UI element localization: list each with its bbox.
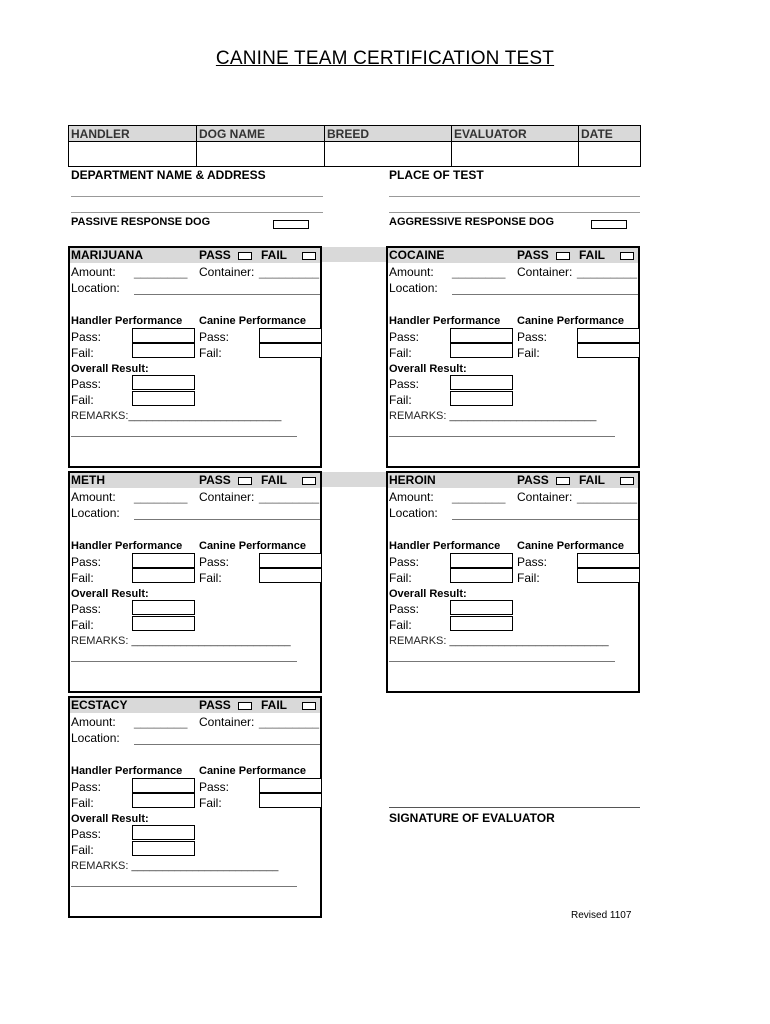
- fail-checkbox[interactable]: [620, 477, 634, 485]
- container-input[interactable]: _________: [577, 265, 638, 279]
- handler-fail-label: Fail:: [389, 346, 412, 360]
- canine-pass-box[interactable]: [259, 553, 322, 568]
- pass-label: PASS: [517, 248, 549, 262]
- pass-checkbox[interactable]: [238, 252, 252, 260]
- revision-text: Revised 1107: [571, 910, 632, 921]
- place-line-2[interactable]: [389, 212, 640, 213]
- overall-fail-label: Fail:: [71, 618, 94, 632]
- handler-fail-label: Fail:: [389, 571, 412, 585]
- handler-pass-label: Pass:: [389, 555, 420, 569]
- pass-label: PASS: [199, 473, 231, 487]
- overall-pass-box[interactable]: [450, 375, 513, 390]
- canine-fail-label: Fail:: [199, 796, 222, 810]
- handler-pass-box[interactable]: [132, 328, 195, 343]
- amount-input[interactable]: ________: [452, 490, 506, 504]
- aggressive-checkbox[interactable]: [591, 220, 627, 229]
- handler-fail-label: Fail:: [71, 796, 94, 810]
- date-field[interactable]: [579, 126, 640, 166]
- pass-checkbox[interactable]: [556, 477, 570, 485]
- canine-fail-box[interactable]: [577, 343, 640, 358]
- fail-checkbox[interactable]: [620, 252, 634, 260]
- canine-performance-label: Canine Performance: [517, 315, 624, 327]
- handler-pass-box[interactable]: [132, 778, 195, 793]
- fail-label: FAIL: [261, 248, 287, 262]
- canine-pass-box[interactable]: [577, 553, 640, 568]
- remarks-field[interactable]: REMARKS: ________________________: [389, 410, 597, 422]
- container-input[interactable]: _________: [577, 490, 638, 504]
- overall-pass-box[interactable]: [132, 600, 195, 615]
- fail-label: FAIL: [579, 473, 605, 487]
- evaluator-label: EVALUATOR: [452, 126, 578, 142]
- section-title: HEROIN: [389, 473, 436, 487]
- canine-pass-label: Pass:: [517, 555, 548, 569]
- canine-performance-label: Canine Performance: [517, 540, 624, 552]
- overall-result-label: Overall Result:: [71, 813, 149, 825]
- amount-label: Amount:: [71, 490, 116, 504]
- canine-fail-label: Fail:: [199, 346, 222, 360]
- overall-fail-box[interactable]: [132, 391, 195, 406]
- passive-checkbox[interactable]: [273, 220, 309, 229]
- overall-pass-box[interactable]: [450, 600, 513, 615]
- canine-fail-box[interactable]: [259, 568, 322, 583]
- remarks-line[interactable]: [389, 436, 615, 437]
- overall-pass-box[interactable]: [132, 825, 195, 840]
- container-input[interactable]: _________: [259, 265, 320, 279]
- canine-fail-label: Fail:: [199, 571, 222, 585]
- location-input[interactable]: [452, 294, 638, 295]
- dog-name-field[interactable]: [197, 126, 325, 166]
- handler-field[interactable]: [69, 126, 197, 166]
- handler-performance-label: Handler Performance: [71, 315, 183, 327]
- dog-name-label: DOG NAME: [197, 126, 324, 142]
- location-input[interactable]: [134, 294, 320, 295]
- overall-pass-label: Pass:: [71, 827, 102, 841]
- page-title: CANINE TEAM CERTIFICATION TEST: [215, 48, 555, 69]
- canine-fail-box[interactable]: [577, 568, 640, 583]
- canine-fail-box[interactable]: [259, 343, 322, 358]
- handler-pass-box[interactable]: [450, 553, 513, 568]
- canine-pass-label: Pass:: [199, 330, 230, 344]
- container-input[interactable]: _________: [259, 715, 320, 729]
- pass-checkbox[interactable]: [238, 702, 252, 710]
- amount-input[interactable]: ________: [134, 490, 188, 504]
- overall-pass-box[interactable]: [132, 375, 195, 390]
- amount-label: Amount:: [71, 265, 116, 279]
- row-band-2: [322, 472, 388, 487]
- container-label: Container:: [199, 265, 255, 279]
- location-input[interactable]: [134, 744, 320, 745]
- fail-label: FAIL: [261, 698, 287, 712]
- amount-input[interactable]: ________: [134, 715, 188, 729]
- overall-pass-label: Pass:: [389, 602, 420, 616]
- ecstacy-section: [68, 696, 322, 918]
- handler-fail-label: Fail:: [71, 346, 94, 360]
- canine-pass-label: Pass:: [517, 330, 548, 344]
- remarks-field[interactable]: REMARKS: ________________________: [71, 860, 279, 872]
- overall-fail-label: Fail:: [389, 393, 412, 407]
- section-title: COCAINE: [389, 248, 445, 262]
- handler-performance-label: Handler Performance: [389, 540, 501, 552]
- place-line-1[interactable]: [389, 196, 640, 197]
- canine-pass-box[interactable]: [259, 328, 322, 343]
- overall-pass-label: Pass:: [71, 602, 102, 616]
- handler-pass-box[interactable]: [450, 328, 513, 343]
- handler-performance-label: Handler Performance: [71, 540, 183, 552]
- amount-input[interactable]: ________: [134, 265, 188, 279]
- canine-performance-label: Canine Performance: [199, 765, 306, 777]
- canine-pass-box[interactable]: [259, 778, 322, 793]
- handler-fail-label: Fail:: [71, 571, 94, 585]
- remarks-line[interactable]: [71, 886, 297, 887]
- signature-line[interactable]: [389, 807, 640, 808]
- pass-checkbox[interactable]: [556, 252, 570, 260]
- canine-fail-label: Fail:: [517, 346, 540, 360]
- amount-label: Amount:: [389, 265, 434, 279]
- pass-label: PASS: [517, 473, 549, 487]
- fail-label: FAIL: [579, 248, 605, 262]
- location-label: Location:: [71, 506, 120, 520]
- header-table: [68, 125, 641, 167]
- department-line-1[interactable]: [71, 196, 323, 197]
- canine-pass-label: Pass:: [199, 555, 230, 569]
- pass-label: PASS: [199, 248, 231, 262]
- section-title: MARIJUANA: [71, 248, 143, 262]
- marijuana-section: [68, 246, 322, 468]
- overall-fail-box[interactable]: [450, 616, 513, 631]
- container-label: Container:: [199, 490, 255, 504]
- remarks-line[interactable]: [71, 436, 297, 437]
- fail-checkbox[interactable]: [302, 252, 316, 260]
- location-label: Location:: [71, 731, 120, 745]
- overall-pass-label: Pass:: [389, 377, 420, 391]
- canine-fail-label: Fail:: [517, 571, 540, 585]
- handler-pass-box[interactable]: [132, 553, 195, 568]
- pass-label: PASS: [199, 698, 231, 712]
- overall-fail-label: Fail:: [71, 393, 94, 407]
- signature-label: SIGNATURE OF EVALUATOR: [389, 811, 555, 825]
- passive-label: PASSIVE RESPONSE DOG: [71, 216, 211, 228]
- canine-performance-label: Canine Performance: [199, 540, 306, 552]
- handler-fail-box[interactable]: [450, 568, 513, 583]
- heroin-section: [386, 471, 640, 693]
- canine-pass-box[interactable]: [577, 328, 640, 343]
- place-label: PLACE OF TEST: [389, 168, 484, 182]
- remarks-field[interactable]: REMARKS:_________________________: [71, 410, 282, 422]
- remarks-line[interactable]: [71, 661, 297, 662]
- container-input[interactable]: _________: [259, 490, 320, 504]
- overall-result-label: Overall Result:: [389, 588, 467, 600]
- remarks-field[interactable]: REMARKS: __________________________: [389, 635, 609, 647]
- overall-fail-label: Fail:: [389, 618, 412, 632]
- overall-fail-box[interactable]: [132, 616, 195, 631]
- remarks-line[interactable]: [389, 661, 615, 662]
- row-band-1: [322, 247, 388, 262]
- overall-fail-box[interactable]: [450, 391, 513, 406]
- handler-fail-box[interactable]: [132, 568, 195, 583]
- breed-label: BREED: [325, 126, 451, 142]
- amount-input[interactable]: ________: [452, 265, 506, 279]
- canine-fail-box[interactable]: [259, 793, 322, 808]
- location-input[interactable]: [134, 519, 320, 520]
- handler-pass-label: Pass:: [71, 330, 102, 344]
- location-label: Location:: [389, 281, 438, 295]
- evaluator-field[interactable]: [452, 126, 579, 166]
- location-input[interactable]: [452, 519, 638, 520]
- cocaine-section: [386, 246, 640, 468]
- location-label: Location:: [71, 281, 120, 295]
- section-title: METH: [71, 473, 105, 487]
- handler-fail-box[interactable]: [132, 793, 195, 808]
- overall-result-label: Overall Result:: [71, 363, 149, 375]
- container-label: Container:: [199, 715, 255, 729]
- handler-performance-label: Handler Performance: [389, 315, 501, 327]
- section-title: ECSTACY: [71, 698, 128, 712]
- fail-checkbox[interactable]: [302, 702, 316, 710]
- breed-field[interactable]: [325, 126, 452, 166]
- overall-fail-box[interactable]: [132, 841, 195, 856]
- aggressive-label: AGGRESSIVE RESPONSE DOG: [389, 216, 555, 228]
- overall-pass-label: Pass:: [71, 377, 102, 391]
- canine-pass-label: Pass:: [199, 780, 230, 794]
- overall-result-label: Overall Result:: [389, 363, 467, 375]
- handler-fail-box[interactable]: [450, 343, 513, 358]
- handler-pass-label: Pass:: [389, 330, 420, 344]
- fail-label: FAIL: [261, 473, 287, 487]
- meth-section: [68, 471, 322, 693]
- handler-performance-label: Handler Performance: [71, 765, 183, 777]
- overall-fail-label: Fail:: [71, 843, 94, 857]
- location-label: Location:: [389, 506, 438, 520]
- handler-label: HANDLER: [69, 126, 196, 142]
- container-label: Container:: [517, 490, 573, 504]
- overall-result-label: Overall Result:: [71, 588, 149, 600]
- date-label: DATE: [579, 126, 640, 142]
- container-label: Container:: [517, 265, 573, 279]
- canine-performance-label: Canine Performance: [199, 315, 306, 327]
- department-line-2[interactable]: [71, 212, 323, 213]
- pass-checkbox[interactable]: [238, 477, 252, 485]
- amount-label: Amount:: [389, 490, 434, 504]
- remarks-field[interactable]: REMARKS: __________________________: [71, 635, 291, 647]
- handler-pass-label: Pass:: [71, 555, 102, 569]
- amount-label: Amount:: [71, 715, 116, 729]
- handler-fail-box[interactable]: [132, 343, 195, 358]
- department-label: DEPARTMENT NAME & ADDRESS: [71, 168, 266, 182]
- fail-checkbox[interactable]: [302, 477, 316, 485]
- handler-pass-label: Pass:: [71, 780, 102, 794]
